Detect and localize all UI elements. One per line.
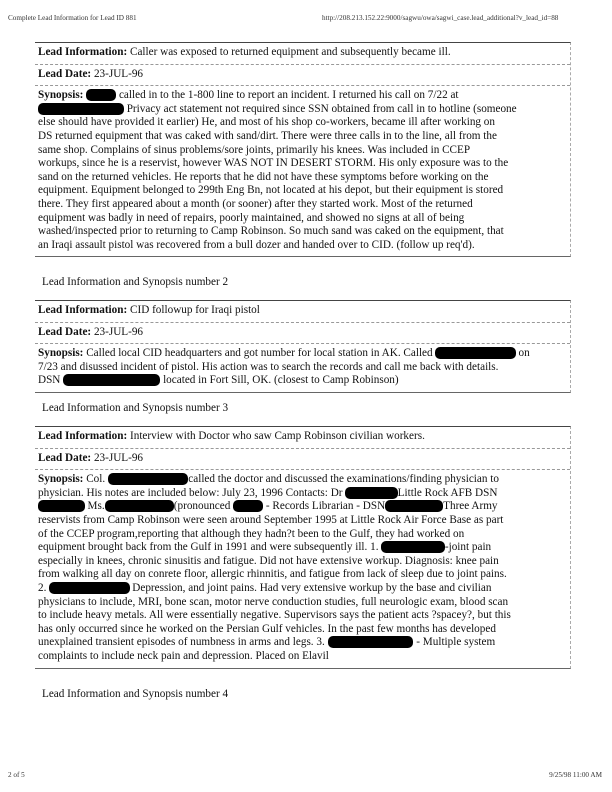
synopsis-text: washed/inspected prior to returning to Camp Robinson. So much sand was caked on the equipment, that: [38, 225, 504, 238]
redaction-block: xxxxxxxxxxxxxx: [108, 473, 188, 486]
synopsis-line: [38, 582, 567, 596]
synopsis-text: equipment. Equipment belonged to 299th Eng Bn, not located at his depot, but their equipment is stored: [38, 184, 504, 197]
redaction-block: xxxxxxxxxx: [386, 500, 443, 513]
synopsis-line: [38, 596, 567, 610]
synopsis-line: [38, 239, 567, 253]
synopsis-label: Synopsis:: [38, 347, 84, 360]
lead-information-label: Lead Information:: [38, 430, 128, 442]
synopsis-row: [35, 86, 570, 256]
section-heading-3: Lead Information and Synopsis number 3: [42, 402, 229, 414]
synopsis-text: Col.: [86, 473, 108, 486]
synopsis-line: [38, 116, 567, 130]
redaction-block: xxxxxxxxxxx: [382, 541, 444, 554]
synopsis-line: [38, 212, 567, 226]
synopsis-label: Synopsis:: [38, 473, 84, 486]
synopsis-text: -joint pain: [444, 541, 492, 554]
synopsis-text: reservists from Camp Robinson were seen around September 1995 at Little Rock Air Force Base as part: [38, 513, 504, 526]
print-timestamp: 9/25/98 11:00 AM: [549, 771, 602, 779]
lead-information-value: CID followup for Iraqi pistol: [130, 304, 260, 316]
lead-date-row: [35, 323, 570, 345]
lead-information-row: [35, 427, 570, 449]
synopsis-line: [38, 347, 567, 361]
redaction-block: xxxxxxxxxxxxxx: [436, 347, 515, 360]
synopsis-text: Three Army: [443, 500, 498, 513]
synopsis-text: located in Fort Sill, OK. (closest to Camp Robinson): [160, 374, 399, 387]
lead-date-label: Lead Date:: [38, 67, 92, 80]
synopsis-line: [38, 361, 567, 375]
synopsis-line: [38, 528, 567, 542]
synopsis-line: [38, 636, 567, 650]
synopsis-line: [38, 157, 567, 171]
synopsis-line: [38, 568, 567, 582]
lead-date-label: Lead Date:: [38, 325, 92, 338]
synopsis-text: (pronounced: [173, 500, 234, 513]
synopsis-line: [38, 184, 567, 198]
redaction-block: xxxxx: [87, 89, 116, 102]
synopsis-line: [38, 514, 567, 528]
synopsis-line: [38, 609, 567, 623]
lead-date-value: 23-JUL-96: [93, 451, 144, 464]
synopsis-text: 7/23 and disussed incident of pistol. His action was to search the records and call me back with details.: [38, 360, 499, 373]
synopsis-text: Little Rock AFB DSN: [397, 486, 498, 499]
synopsis-line: [38, 103, 567, 117]
synopsis-line: [38, 650, 567, 664]
synopsis-line: [38, 555, 567, 569]
synopsis-text: physicians to include, MRI, bone scan, motor nerve conduction studies, full neurologic exam, blood scan: [38, 595, 509, 608]
synopsis-text: called in to the 1-800 line to report an incident. I returned his call on 7/22 at: [116, 89, 459, 102]
synopsis-line: [38, 500, 567, 514]
synopsis-text: called the doctor and discussed the examinations/finding physician to: [188, 473, 499, 486]
synopsis-text: unexplained transient episodes of numbness in arms and legs. 3.: [38, 636, 328, 649]
lead-date-row: [35, 449, 570, 471]
synopsis-text: - Records Librarian - DSN: [263, 500, 386, 513]
synopsis-line: [38, 487, 567, 501]
synopsis-line: [38, 144, 567, 158]
lead-information-row: [35, 301, 570, 323]
synopsis-text: sand on the returned vehicles. He reports that he did not have these symptoms before working on the: [38, 170, 489, 183]
lead-date-row: [35, 65, 570, 87]
synopsis-line: [38, 473, 567, 487]
redaction-block: xxxxxxxxxxxxxxx: [39, 102, 123, 115]
lead-information-row: [35, 43, 570, 65]
synopsis-text: - Multiple system: [413, 636, 496, 649]
synopsis-text: there. They first appeared about a month (or sooner) after they started work. Most of the returned: [38, 197, 473, 210]
synopsis-line: [38, 198, 567, 212]
lead-block-1: [35, 42, 571, 257]
lead-date-value: 23-JUL-96: [93, 325, 144, 338]
redaction-block: xxxxxxxxxxxx: [105, 500, 173, 513]
lead-date-label: Lead Date:: [38, 451, 92, 464]
section-heading-4: Lead Information and Synopsis number 4: [42, 688, 229, 700]
lead-date-value: 23-JUL-96: [93, 67, 144, 80]
redaction-block: xxxxxxxxxxxxxxx: [328, 636, 413, 649]
synopsis-row: [35, 470, 570, 667]
page-number: 2 of 5: [8, 771, 25, 779]
synopsis-text: Privacy act statement not required since SSN obtained from call in to hotline (someone: [123, 102, 517, 115]
synopsis-text: equipment was badly in need of repairs, poorly maintained, and showed no signs at all of being: [38, 211, 465, 224]
synopsis-line: [38, 130, 567, 144]
synopsis-text: of the CCEP program,reporting that although they hadn?t been to the Gulf, they had worked on: [38, 527, 465, 540]
synopsis-text: workups, since he is a reservist, however WAS NOT IN DESERT STORM. His only exposure was to the: [38, 157, 509, 170]
synopsis-text: Depression, and joint pains. Had very extensive workup by the base and civilian: [129, 581, 492, 594]
synopsis-line: [38, 623, 567, 637]
synopsis-text: to include heavy metals. All were essentially negative. Supervisors says the patient acts ?spacey?, but this: [38, 609, 511, 622]
synopsis-label: Synopsis:: [38, 89, 84, 102]
synopsis-text: 2.: [38, 581, 50, 594]
lead-information-label: Lead Information:: [38, 304, 128, 316]
synopsis-text: on: [515, 347, 530, 360]
synopsis-text: especially in knees, chronic sinusitis and fatigue. Did not have extensive workup. Diagnosis: knee pain: [38, 554, 499, 567]
synopsis-text: complaints to include neck pain and depression. Placed on Elavil: [38, 649, 329, 662]
lead-information-label: Lead Information:: [38, 46, 128, 58]
synopsis-text: Called local CID headquarters and got number for local station in AK. Called: [86, 347, 436, 360]
redaction-block: xxxxx: [234, 500, 263, 513]
lead-information-value: Caller was exposed to returned equipment and subsequently became ill.: [130, 46, 451, 58]
synopsis-text: has only occurred since he worked on the Persian Gulf vehicles. In the past few months has developed: [38, 622, 496, 635]
synopsis-line: [38, 374, 567, 388]
synopsis-text: Ms.: [84, 500, 105, 513]
synopsis-line: [38, 225, 567, 239]
page-header-title: Complete Lead Information for Lead ID 881: [8, 14, 137, 22]
synopsis-text: else should have provided it earlier) He, and most of his shop co-workers, became ill after working on: [38, 116, 495, 129]
synopsis-text: DSN: [38, 374, 64, 387]
synopsis-text: same shop. Complains of sinus problems/sore joints, primarily his knees. Was included in CCEP: [38, 143, 471, 156]
synopsis-row: [35, 344, 570, 392]
lead-block-2: [35, 300, 571, 393]
lead-information-value: Interview with Doctor who saw Camp Robinson civilian workers.: [130, 430, 425, 442]
redaction-block: xxxxxxxxxxxxxx: [50, 581, 129, 594]
synopsis-text: physician. His notes are included below: July 23, 1996 Contacts: Dr: [38, 486, 346, 499]
synopsis-line: [38, 89, 567, 103]
redaction-block: xxxxxxxxx: [346, 486, 397, 499]
lead-block-3: [35, 426, 571, 669]
synopsis-text: equipment brought back from the Gulf in 1991 and were subsequently ill. 1.: [38, 541, 382, 554]
synopsis-line: [38, 171, 567, 185]
synopsis-text: from walking all day on conrete floor, allergic rhinnitis, and fatigue from lack of sleep due to joint pains.: [38, 568, 507, 581]
section-heading-2: Lead Information and Synopsis number 2: [42, 276, 229, 288]
synopsis-line: [38, 541, 567, 555]
page-header-url: http://208.213.152.22:9000/sagwu/owa/sagwi_case.lead_additional?v_lead_id=88: [322, 14, 559, 22]
synopsis-text: DS returned equipment that was caked with sand/dirt. There were three calls in to the line, all from the: [38, 129, 497, 142]
synopsis-text: an Iraqi assault pistol was recovered from a bull dozer and handed over to CID. (follow up req'd).: [38, 238, 475, 251]
redaction-block: xxxxxxxx: [39, 500, 84, 513]
redaction-block: xxxxxxxxxxxxxxxxx: [64, 374, 160, 387]
